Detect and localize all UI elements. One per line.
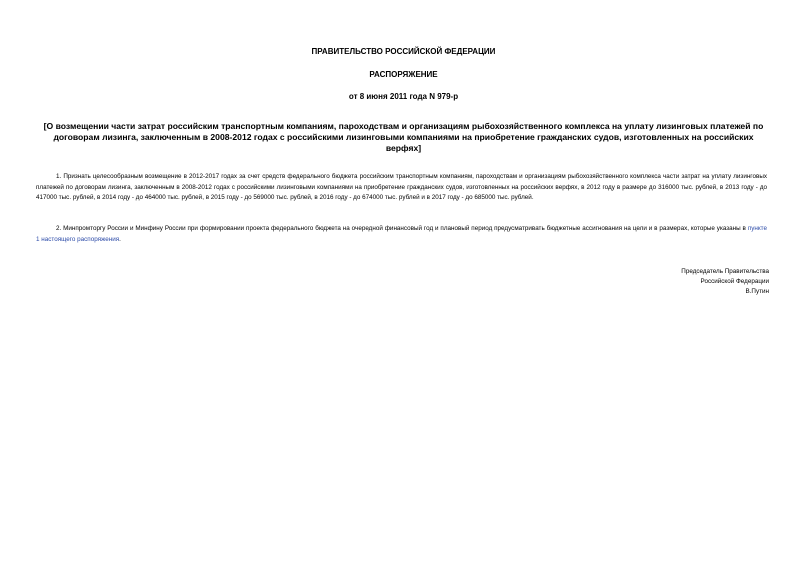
signature-title-line1: Председатель Правительства [681,268,769,275]
paragraph-2-text-before: 2. Минпромторгу России и Минфину России при формировании проекта федерального бюджета на очередной финансовый год и плановый период предусматривать бюджетные ассигнования на цели и в размерах, которые указаны в [56,225,748,232]
signature-title-line2: Российской Федерации [700,278,769,285]
signature-name: В.Путин [745,288,769,295]
document-date-number: от 8 июня 2011 года N 979-р [348,92,459,101]
paragraph-2-text-after: . [119,235,121,243]
signature-block [681,267,769,297]
document-title: [О возмещении части затрат российским транспортным компаниям, пароходствам и организациям рыбохозяйственного комплекса на уплату лизинговых платежей по договорам лизинга, заключенным в 2008-2012 годах с российскими лизинговыми компаниями на приобретение гражданских судов, изготовленных на российских верфях] [43,121,764,153]
paragraph-1: 1. Признать целесообразным возмещение в 2012-2017 годах за счет средств федерального бюджета российским транспортным компаниям, пароходствам и организациям рыбохозяйственного комплекса части затрат на уплату лизинговых платежей по договорам лизинга, заключенным в 2008-2012 годах с российскими лизинговыми компаниями на приобретение гражданских судов, изготовленных на российских верфях, в 2012 году в размере до 316000 тыс. рублей, в 2013 году - до 417000 тыс. рублей, в 2014 году - до 464000 тыс. рублей, в 2015 году - до 569000 тыс. рублей, в 2016 году - до 674000 тыс. рублей и в 2017 году - до 685000 тыс. рублей. [36,173,767,201]
document-type-heading: РАСПОРЯЖЕНИЕ [369,70,438,79]
paragraph-2 [36,224,767,245]
government-heading: ПРАВИТЕЛЬСТВО РОССИЙСКОЙ ФЕДЕРАЦИИ [311,47,496,56]
clause-1-link[interactable]: пункте 1 настоящего распоряжения [36,225,767,243]
